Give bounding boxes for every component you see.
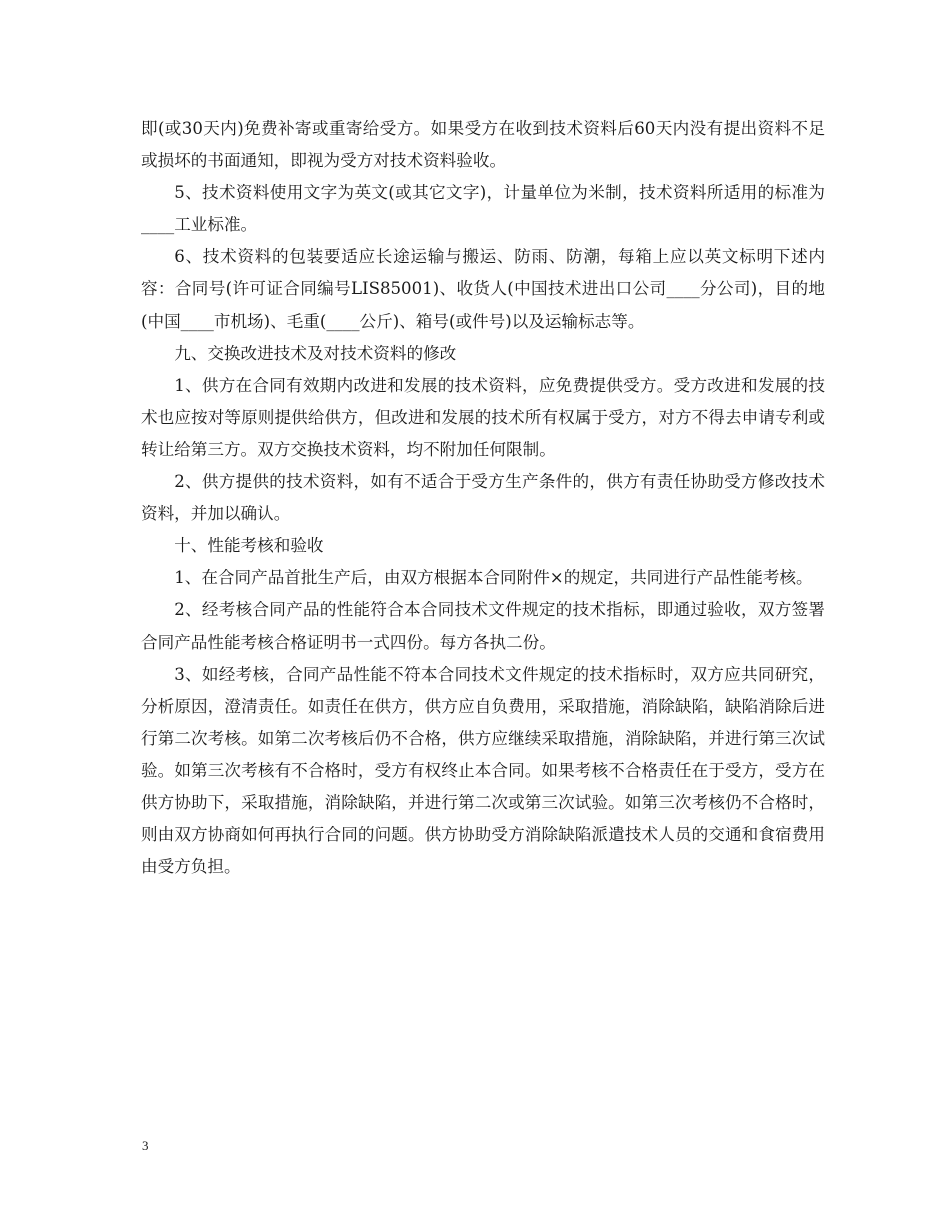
- paragraph-9-item-2: 2、供方提供的技术资料，如有不适合于受方生产条件的，供方有责任协助受方修改技术资料，并加以确认。: [141, 472, 825, 524]
- paragraph-10-item-2: 2、经考核合同产品的性能符合本合同技术文件规定的技术指标，即通过验收，双方签署合同产品性能考核合格证明书一式四份。每方各执二份。: [141, 600, 825, 652]
- paragraph-continuation: 即(或30天内)免费补寄或重寄给受方。如果受方在收到技术资料后60天内没有提出资料不足或损坏的书面通知，即视为受方对技术资料验收。: [141, 119, 825, 171]
- page-number: 3: [142, 1138, 149, 1153]
- paragraph-item-6: 6、技术资料的包装要适应长途运输与搬运、防雨、防潮，每箱上应以英文标明下述内容：合同号(许可证合同编号LIS85001)、收货人(中国技术进出口公司____分公司)，目的地(中国____市机场)、毛重(____公斤)、箱号(或件号)以及运输标志等。: [141, 247, 825, 331]
- section-heading-9: 九、交换改进技术及对技术资料的修改: [174, 343, 457, 363]
- section-heading-10: 十、性能考核和验收: [174, 536, 324, 556]
- paragraph-9-item-1: 1、供方在合同有效期内改进和发展的技术资料，应免费提供受方。受方改进和发展的技术也应按对等原则提供给供方，但改进和发展的技术所有权属于受方，对方不得去申请专利或转让给第三方。双方交换技术资料，均不附加任何限制。: [141, 375, 825, 459]
- paragraph-10-item-1: 1、在合同产品首批生产后，由双方根据本合同附件×的规定，共同进行产品性能考核。: [174, 568, 813, 588]
- paragraph-item-5: 5、技术资料使用文字为英文(或其它文字)，计量单位为米制，技术资料所适用的标准为____工业标准。: [141, 183, 825, 235]
- document-body: [141, 113, 825, 883]
- paragraph-10-item-3: 3、如经考核，合同产品性能不符本合同技术文件规定的技术指标时，双方应共同研究，分析原因，澄清责任。如责任在供方，供方应自负费用，采取措施，消除缺陷，缺陷消除后进行第二次考核。如第二次考核后仍不合格，供方应继续采取措施，消除缺陷，并进行第三次试验。如第三次考核有不合格时，受方有权终止本合同。如果考核不合格责任在于受方，受方在供方协助下，采取措施，消除缺陷，并进行第二次或第三次试验。如第三次考核仍不合格时，则由双方协商如何再执行合同的问题。供方协助受方消除缺陷派遣技术人员的交通和食宿费用由受方负担。: [141, 664, 825, 877]
